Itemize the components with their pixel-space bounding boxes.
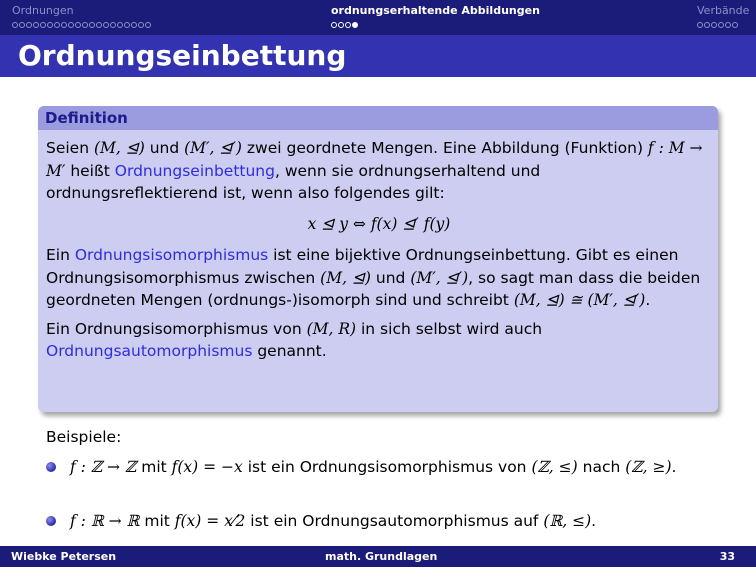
nav-dots-verbaende	[697, 22, 738, 30]
nav-section-verbaende[interactable]: Verbände	[697, 4, 750, 17]
nav-dot[interactable]	[732, 22, 738, 28]
math-expression: (M′, ⊴′)	[410, 268, 469, 287]
section-navigation-bar	[0, 0, 756, 35]
definition-block-header	[38, 106, 718, 130]
footer-bar	[0, 546, 756, 567]
nav-dot[interactable]	[61, 22, 67, 28]
nav-dot[interactable]	[19, 22, 25, 28]
nav-dot[interactable]	[75, 22, 81, 28]
nav-section-ordnungen[interactable]: Ordnungen	[12, 4, 74, 17]
page-number: 33	[719, 550, 735, 563]
nav-dot[interactable]	[26, 22, 32, 28]
page-title: Ordnungseinbettung	[18, 39, 347, 72]
nav-section-ordnungserhaltende-abbildungen[interactable]: ordnungserhaltende Abbildungen	[331, 4, 540, 17]
nav-dot[interactable]	[718, 22, 724, 28]
example-item-2	[66, 510, 706, 533]
nav-dot[interactable]	[704, 22, 710, 28]
math-expression: (M′, ⊴′)	[184, 139, 242, 157]
math-expression: (M, ⊴) ≅ (M′, ⊴′)	[513, 291, 646, 309]
text: mit	[139, 512, 175, 530]
math-expression: f : M → M′	[46, 139, 703, 180]
nav-dot[interactable]	[352, 22, 358, 28]
nav-dot[interactable]	[89, 22, 95, 28]
nav-dot[interactable]	[12, 22, 18, 28]
nav-dot[interactable]	[331, 22, 337, 28]
math-expression: (ℤ, ≥)	[625, 458, 672, 476]
math-expression: (M, ⊴)	[320, 268, 371, 287]
math-expression: (ℝ, ≤)	[543, 512, 592, 530]
math-expression: (ℤ, ≤)	[531, 458, 578, 476]
text: genannt.	[252, 342, 327, 360]
text: Ein	[46, 246, 75, 264]
nav-dot[interactable]	[82, 22, 88, 28]
nav-dot[interactable]	[68, 22, 74, 28]
nav-dots-ordnungen	[12, 22, 151, 30]
example-text-1	[66, 456, 706, 479]
text: , wenn sie ordnungserhaltend und ordnungsreflektierend ist, wenn also folgendes gilt:	[46, 161, 541, 202]
math-expression: (M, ⊴)	[93, 139, 145, 157]
frame-title-bar	[0, 35, 756, 77]
footer-author: Wiebke Petersen	[11, 550, 117, 563]
math-expression: f : ℤ → ℤ	[70, 458, 137, 476]
nav-dot[interactable]	[345, 22, 351, 28]
nav-dot[interactable]	[96, 22, 102, 28]
nav-dot[interactable]	[145, 22, 151, 28]
text: heißt	[65, 161, 115, 180]
definition-paragraph-1	[46, 137, 712, 205]
text: .	[591, 512, 597, 530]
definition-paragraph-3	[46, 318, 712, 363]
nav-dot[interactable]	[138, 22, 144, 28]
example-item-1	[66, 456, 706, 479]
bullet-icon	[46, 462, 56, 472]
text: ist ein Ordnungsisomorphismus von	[242, 458, 532, 476]
bullet-icon	[46, 516, 56, 526]
text: ist ein Ordnungsautomorphismus auf	[245, 512, 544, 530]
nav-dot[interactable]	[131, 22, 137, 28]
nav-dot[interactable]	[33, 22, 39, 28]
text: .	[671, 458, 677, 476]
nav-dot[interactable]	[124, 22, 130, 28]
text: ist eine bijektive Ordnungseinbettung. Gibt es einen Ordnungsisomorphismus zwischen	[46, 246, 679, 287]
nav-dot[interactable]	[40, 22, 46, 28]
text: mit	[136, 458, 172, 476]
footer-title: math. Grundlagen	[325, 550, 438, 563]
nav-dot[interactable]	[338, 22, 344, 28]
definition-paragraph-2	[46, 244, 712, 312]
nav-dot[interactable]	[725, 22, 731, 28]
definition-formula: x ⊴ y ⇔ f(x) ⊴′ f(y)	[307, 214, 451, 233]
nav-dot[interactable]	[117, 22, 123, 28]
math-expression: f(x) = x⁄2	[174, 512, 246, 530]
nav-dot[interactable]	[110, 22, 116, 28]
math-expression: f(x) = −x	[171, 458, 243, 476]
definition-heading: Definition	[45, 109, 128, 127]
text: und	[370, 268, 411, 287]
nav-dot[interactable]	[711, 22, 717, 28]
term-ordnungsautomorphismus: Ordnungsautomorphismus	[46, 342, 253, 360]
text: zwei geordnete Mengen. Eine Abbildung (Funktion)	[241, 139, 648, 157]
nav-dot[interactable]	[697, 22, 703, 28]
example-text-2	[66, 510, 706, 533]
text: , so sagt man dass die beiden geordneten Mengen (ordnungs-)isomorph sind und schreibt	[46, 268, 701, 309]
text: .	[645, 291, 651, 309]
text: in sich selbst wird auch	[356, 319, 543, 338]
math-expression: f : ℝ → ℝ	[70, 512, 140, 530]
examples-label: Beispiele:	[46, 428, 122, 446]
text: und	[144, 139, 185, 157]
text: Ein Ordnungsisomorphismus von	[46, 319, 307, 338]
text: Seien	[46, 139, 94, 157]
term-ordnungseinbettung: Ordnungseinbettung	[114, 161, 275, 180]
nav-dot[interactable]	[54, 22, 60, 28]
term-ordnungsisomorphismus: Ordnungsisomorphismus	[74, 246, 269, 264]
text: nach	[577, 458, 626, 476]
nav-dots-ordnungserhaltende-abbildungen	[331, 22, 358, 30]
math-expression: (M, R)	[306, 319, 357, 338]
nav-dot[interactable]	[103, 22, 109, 28]
nav-dot[interactable]	[47, 22, 53, 28]
definition-block	[38, 106, 718, 412]
definition-body	[46, 137, 712, 363]
